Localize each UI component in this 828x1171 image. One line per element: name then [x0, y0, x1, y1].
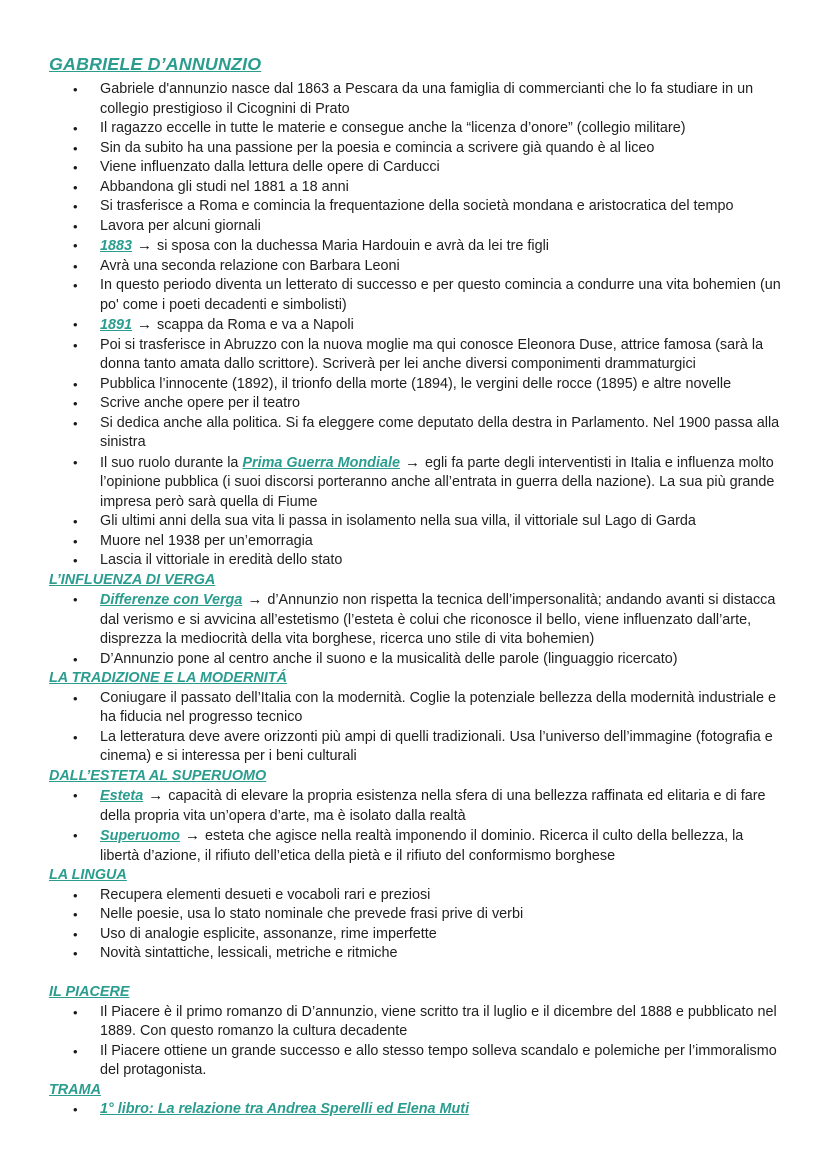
bullet-text: In questo periodo diventa un letterato di successo e per questo comincia a condurre una vita bohemien (un po' come i poeti decadenti e simbolisti) — [100, 277, 781, 313]
bullet-text: Lavora per alcuni giornali — [100, 217, 261, 234]
bullet-item — [49, 886, 782, 906]
blank-line — [49, 964, 782, 984]
bullet-text: Il Piacere è il primo romanzo di D’annunzio, viene scritto tra il luglio e il dicembre del 1888 e pubblicato nel 1889. Con questo romanzo la cultura decadente — [100, 1003, 777, 1039]
highlighted-term: Differenze con Verga — [100, 592, 243, 608]
bullet-item — [49, 905, 782, 925]
section-heading: LA LINGUA — [49, 867, 127, 883]
highlighted-term: Superuomo — [100, 828, 180, 844]
bullet-icon: • — [73, 592, 78, 607]
bullet-icon: • — [73, 258, 78, 274]
bullet-icon: • — [73, 317, 78, 332]
bullet-icon: • — [73, 926, 78, 942]
bullet-text: Muore nel 1938 per un’emorragia — [100, 532, 313, 549]
bullet-list — [49, 80, 782, 571]
bullet-icon: • — [73, 396, 78, 411]
bullet-item — [49, 532, 782, 552]
bullet-text: Il Piacere ottiene un grande successo e allo stesso tempo solleva scandalo e polemiche per l’immoralismo del protagonista. — [100, 1042, 777, 1078]
bullet-text: egli fa parte degli interventisti in Italia e influenza molto l’opinione pubblica (i suoi discorsi porteranno anche all’entrata in guerra della nazione). La sua più grande impresa però sarà quella di Fiume — [100, 454, 775, 510]
page-title: GABRIELE D’ANNUNZIO — [49, 54, 262, 74]
bullet-text: esteta che agisce nella realtà imponendo il dominio. Ricerca il culto della bellezza, la libertà d’azione, il rifiuto dell’etica della pietà e il rifiuto del conformismo borghese — [100, 828, 744, 864]
bullet-text: D’Annunzio pone al centro anche il suono e la musicalità delle parole (linguaggio ricercato) — [100, 650, 678, 667]
bullet-text: Si trasferisce a Roma e comincia la frequentazione della società mondana e aristocratica del tempo — [100, 198, 734, 214]
bullet-item — [49, 217, 782, 237]
highlighted-term: 1891 — [100, 317, 133, 333]
bullet-item — [49, 178, 782, 198]
bullet-item — [49, 944, 782, 964]
bullet-icon: • — [73, 887, 78, 903]
bullet-text: si sposa con la duchessa Maria Hardouin e avrà da lei tre figli — [157, 238, 549, 254]
bullet-item — [49, 276, 782, 315]
bullet-text: Abbandona gli studi nel 1881 a 18 anni — [100, 178, 349, 195]
bullet-icon: • — [73, 179, 78, 195]
bullet-list — [49, 1100, 782, 1120]
bullet-icon: • — [73, 1004, 78, 1020]
highlighted-term: Prima Guerra Mondiale — [242, 454, 400, 471]
bullet-text: Coniugare il passato dell’Italia con la modernità. Coglie la potenziale bellezza della modernità industriale e ha fiducia nel progresso tecnico — [100, 689, 776, 725]
bullet-text: d’Annunzio non rispetta la tecnica dell’impersonalità; andando avanti si distacca dal verismo e si avvicina all’estetismo (l’esteta è colui che riconosce il bello, viene influenzato dall’arte, disprezza la mediocrità della vita borghese, ricerca uno stile di vita bohemien) — [100, 592, 776, 647]
bullet-icon: • — [73, 514, 78, 529]
bullet-item — [49, 925, 782, 945]
bullet-item — [49, 236, 782, 257]
bullet-icon: • — [73, 553, 78, 568]
bullet-icon: • — [73, 907, 78, 922]
bullet-text: Gli ultimi anni della sua vita li passa in isolamento nella sua villa, il vittoriale sul Lago di Garda — [100, 513, 696, 529]
arrow-icon: → — [247, 591, 263, 608]
arrow-icon: → — [137, 316, 153, 333]
bullet-icon: • — [73, 729, 78, 745]
bullet-icon: • — [73, 1102, 78, 1117]
bullet-icon: • — [73, 121, 78, 136]
bullet-text: scappa da Roma e va a Napoli — [157, 317, 354, 333]
bullet-item — [49, 453, 782, 513]
bullet-item — [49, 1003, 782, 1042]
bullet-icon: • — [73, 160, 78, 175]
bullet-text: Viene influenzato dalla lettura delle opere di Carducci — [100, 159, 440, 175]
bullet-icon: • — [73, 238, 78, 253]
bullet-text: Novità sintattiche, lessicali, metriche e ritmiche — [100, 945, 398, 961]
bullet-icon: • — [73, 218, 78, 234]
arrow-icon: → — [184, 827, 200, 844]
bullet-icon: • — [73, 376, 78, 392]
bullet-item — [49, 650, 782, 670]
bullet-item — [49, 336, 782, 375]
bullet-item — [49, 139, 782, 159]
bullet-text: Gabriele d'annunzio nasce dal 1863 a Pescara da una famiglia di commercianti che lo fa studiare in un collegio prestigioso il Cicognini di Prato — [100, 81, 754, 117]
bullet-icon: • — [73, 337, 78, 353]
bullet-icon: • — [73, 415, 78, 431]
bullet-item — [49, 414, 782, 453]
bullet-item — [49, 826, 782, 866]
bullet-icon: • — [73, 533, 78, 549]
bullet-text: Sin da subito ha una passione per la poesia e comincia a scrivere già quando è al liceo — [100, 139, 655, 156]
bullet-list — [49, 786, 782, 866]
bullet-item — [49, 1100, 782, 1120]
bullet-icon: • — [73, 454, 78, 470]
bullet-icon: • — [73, 651, 78, 667]
section-heading: DALL’ESTETA AL SUPERUOMO — [49, 767, 267, 784]
bullet-text: Uso di analogie esplicite, assonanze, rime imperfette — [100, 925, 437, 942]
bullet-item — [49, 119, 782, 139]
bullet-item — [49, 197, 782, 217]
bullet-item — [49, 375, 782, 395]
bullet-text: capacità di elevare la propria esistenza nella sfera di una bellezza raffinata ed elitaria e di fare della propria vita un’opera d’arte, ma è isolato dalla realtà — [100, 788, 766, 824]
bullet-icon: • — [73, 788, 78, 803]
highlighted-term: 1° libro: La relazione tra Andrea Sperelli ed Elena Muti — [100, 1101, 470, 1117]
bullet-item — [49, 551, 782, 571]
bullet-text: Lascia il vittoriale in eredità dello stato — [100, 552, 343, 568]
bullet-text: La letteratura deve avere orizzonti più ampi di quelli tradizionali. Usa l’universo dell’immagine (fotografia e cinema) e si interessa per i beni culturali — [100, 728, 773, 764]
bullet-text: Il suo ruolo durante la — [100, 454, 243, 471]
bullet-list — [49, 590, 782, 669]
bullet-icon: • — [73, 278, 78, 293]
section-heading: LA TRADIZIONE E LA MODERNITÁ — [49, 670, 287, 686]
highlighted-term: 1883 — [100, 238, 133, 254]
bullet-text: Recupera elementi desueti e vocaboli rari e preziosi — [100, 886, 431, 903]
bullet-list — [49, 1003, 782, 1081]
section-heading: TRAMA — [49, 1081, 101, 1098]
bullet-item — [49, 728, 782, 767]
bullet-item — [49, 80, 782, 119]
bullet-item — [49, 257, 782, 277]
bullet-item — [49, 786, 782, 826]
bullet-text: Nelle poesie, usa lo stato nominale che prevede frasi prive di verbi — [100, 906, 524, 922]
arrow-icon: → — [137, 237, 153, 254]
arrow-icon: → — [148, 787, 164, 804]
bullet-text: Poi si trasferisce in Abruzzo con la nuova moglie ma qui conosce Eleonora Duse, attrice famosa (sarà la donna tanto amata dallo scrittore). Scriverà per lei anche diversi componimenti drammaturgici — [100, 336, 764, 372]
bullet-list — [49, 886, 782, 964]
bullet-item — [49, 590, 782, 650]
bullet-text: Pubblica l’innocente (1892), il trionfo della morte (1894), le vergini delle rocce (1895) e altre novelle — [100, 375, 732, 392]
bullet-icon: • — [73, 828, 78, 843]
bullet-item — [49, 689, 782, 728]
bullet-item — [49, 512, 782, 532]
bullet-item — [49, 315, 782, 336]
section-heading: L’INFLUENZA DI VERGA — [49, 571, 216, 588]
bullet-item — [49, 158, 782, 178]
bullet-icon: • — [73, 82, 78, 97]
bullet-text: Il ragazzo eccelle in tutte le materie e consegue anche la “licenza d’onore” (collegio militare) — [100, 120, 686, 136]
bullet-item — [49, 394, 782, 414]
section-heading: IL PIACERE — [49, 984, 130, 1000]
bullet-icon: • — [73, 199, 78, 214]
bullet-icon: • — [73, 1043, 78, 1059]
bullet-list — [49, 689, 782, 767]
document-content — [49, 80, 782, 1120]
bullet-icon: • — [73, 946, 78, 961]
bullet-text: Avrà una seconda relazione con Barbara Leoni — [100, 257, 400, 274]
bullet-icon: • — [73, 690, 78, 706]
bullet-icon: • — [73, 140, 78, 156]
bullet-text: Si dedica anche alla politica. Si fa eleggere come deputato della destra in Parlamento. Nel 1900 passa alla sinistra — [100, 414, 780, 450]
highlighted-term: Esteta — [100, 788, 144, 804]
bullet-text: Scrive anche opere per il teatro — [100, 395, 300, 411]
arrow-icon: → — [404, 453, 420, 471]
bullet-item — [49, 1042, 782, 1081]
